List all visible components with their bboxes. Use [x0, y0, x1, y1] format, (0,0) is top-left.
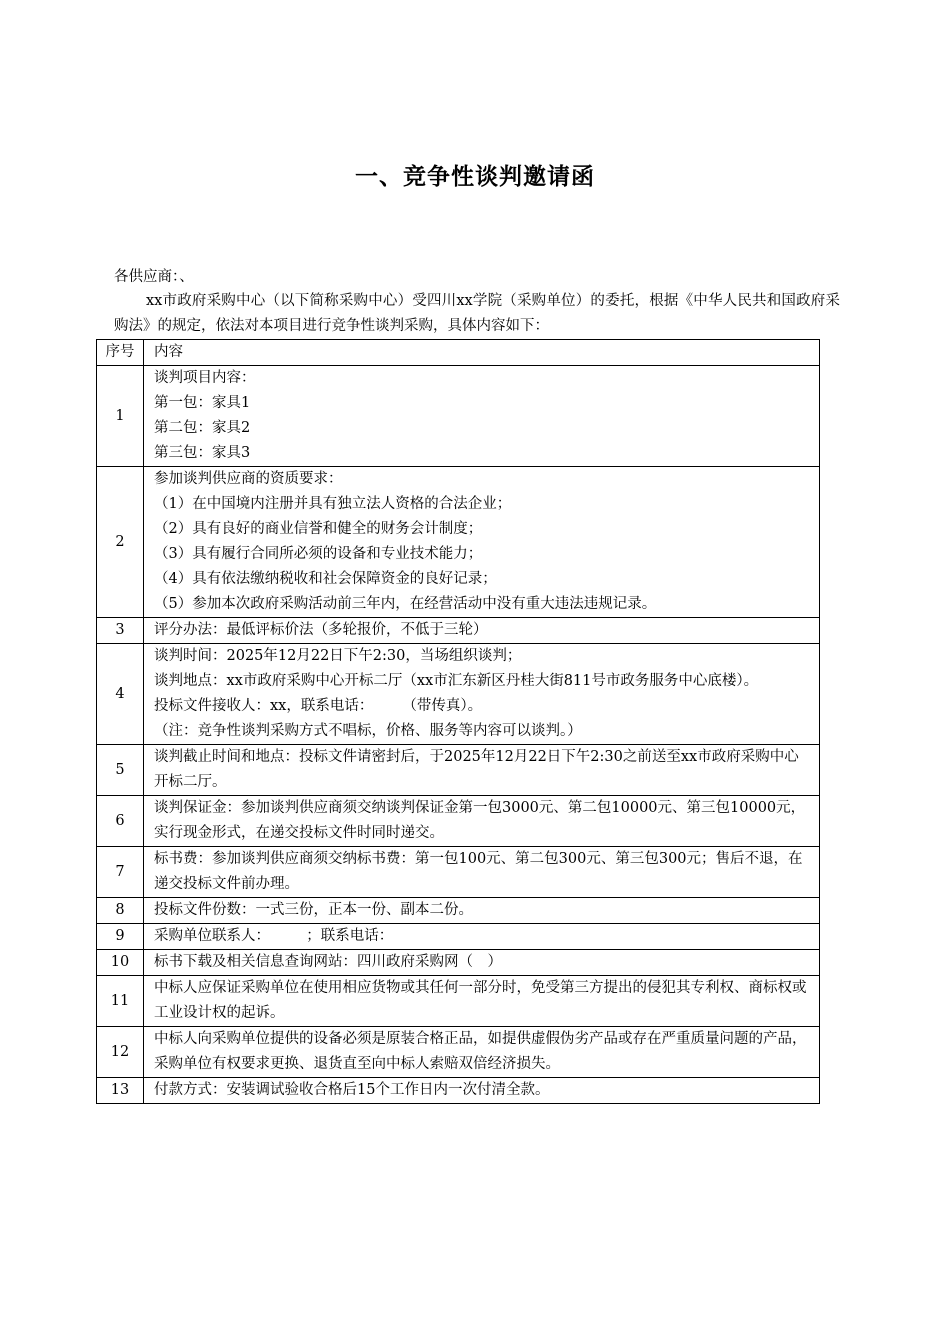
content-line: 谈判地点：xx市政府采购中心开标二厅（xx市汇东新区丹桂大街811号市政务服务中心底楼）。 — [154, 673, 759, 689]
content-line: 评分办法：最低评标价法（多轮报价，不低于三轮） — [154, 622, 488, 638]
document-title: 一、竞争性谈判邀请函 — [355, 164, 595, 190]
row-number: 8 — [97, 898, 144, 924]
row-number: 4 — [97, 644, 144, 745]
content-line: （5）参加本次政府采购活动前三年内，在经营活动中没有重大违法违规记录。 — [154, 596, 657, 612]
content-line: 投标文件份数：一式三份，正本一份、副本二份。 — [154, 902, 473, 918]
row-content — [144, 618, 820, 644]
table-row — [97, 847, 820, 898]
content-line: 参加谈判供应商的资质要求： — [154, 471, 343, 487]
row-content — [144, 924, 820, 950]
content-line: 谈判项目内容： — [154, 370, 256, 386]
row-content — [144, 1078, 820, 1104]
intro-paragraph: xx市政府采购中心（以下简称采购中心）受四川xx学院（采购单位）的委托，根据《中华人民共和国政府采购法》的规定，依法对本项目进行竞争性谈判采购，具体内容如下： — [114, 293, 840, 334]
table-row — [97, 898, 820, 924]
content-line: 第一包：家具1 — [154, 395, 251, 411]
content-line: 标书下载及相关信息查询网站：四川政府采购网（ ） — [154, 954, 502, 970]
content-line: （2）具有良好的商业信誉和健全的财务会计制度； — [154, 521, 483, 537]
table-row — [97, 1027, 820, 1078]
row-number: 9 — [97, 924, 144, 950]
content-line: 中标人向采购单位提供的设备必须是原装合格正品，如提供虚假伪劣产品或存在严重质量问题的产品，采购单位有权要求更换、退货直至向中标人索赔双倍经济损失。 — [154, 1031, 807, 1072]
header-content: 内容 — [144, 340, 820, 366]
row-content — [144, 976, 820, 1027]
row-content — [144, 745, 820, 796]
table-row — [97, 976, 820, 1027]
content-line: （1）在中国境内注册并具有独立法人资格的合法企业； — [154, 496, 512, 512]
content-line: 标书费：参加谈判供应商须交纳标书费：第一包100元、第二包300元、第三包300元；售后不退，在递交投标文件前办理。 — [154, 851, 803, 892]
row-content — [144, 898, 820, 924]
table-row — [97, 745, 820, 796]
content-line: （4）具有依法缴纳税收和社会保障资金的良好记录； — [154, 571, 497, 587]
content-line: 采购单位联系人： ；联系电话： — [154, 928, 394, 944]
row-number: 7 — [97, 847, 144, 898]
content-line: 谈判保证金：参加谈判供应商须交纳谈判保证金第一包3000元、第二包10000元、第三包10000元，实行现金形式，在递交投标文件时同时递交。 — [154, 800, 806, 841]
row-content — [144, 847, 820, 898]
table-row — [97, 1078, 820, 1104]
table-body — [97, 366, 820, 1104]
table-row — [97, 618, 820, 644]
row-number: 2 — [97, 467, 144, 618]
row-number: 1 — [97, 366, 144, 467]
row-content — [144, 1027, 820, 1078]
row-number: 12 — [97, 1027, 144, 1078]
header-number: 序号 — [97, 340, 144, 366]
row-number: 13 — [97, 1078, 144, 1104]
row-content — [144, 366, 820, 467]
row-content — [144, 467, 820, 618]
table-row — [97, 950, 820, 976]
row-content — [144, 796, 820, 847]
row-number: 5 — [97, 745, 144, 796]
invitation-table — [96, 339, 820, 1104]
table-header-row — [97, 340, 820, 366]
row-content — [144, 644, 820, 745]
table-row — [97, 467, 820, 618]
content-line: 中标人应保证采购单位在使用相应货物或其任何一部分时，免受第三方提出的侵犯其专利权、商标权或工业设计权的起诉。 — [154, 980, 807, 1021]
content-line: 谈判时间：2025年12月22日下午2:30，当场组织谈判； — [154, 648, 522, 664]
table-row — [97, 796, 820, 847]
row-number: 10 — [97, 950, 144, 976]
content-line: （3）具有履行合同所必须的设备和专业技术能力； — [154, 546, 483, 562]
content-line: 付款方式：安装调试验收合格后15个工作日内一次付清全款。 — [154, 1082, 550, 1098]
content-line: 谈判截止时间和地点：投标文件请密封后，于2025年12月22日下午2:30之前送至xx市政府采购中心开标二厅。 — [154, 749, 799, 790]
row-content — [144, 950, 820, 976]
greeting: 各供应商：、 — [114, 269, 194, 285]
row-number: 3 — [97, 618, 144, 644]
content-line: 第二包：家具2 — [154, 420, 251, 436]
table-row — [97, 644, 820, 745]
content-line: （注：竞争性谈判采购方式不唱标，价格、服务等内容可以谈判。） — [154, 723, 582, 739]
content-line: 第三包：家具3 — [154, 445, 251, 461]
content-line: 投标文件接收人：xx，联系电话： （带传真）。 — [154, 698, 483, 714]
table-row — [97, 924, 820, 950]
table-row — [97, 366, 820, 467]
row-number: 11 — [97, 976, 144, 1027]
row-number: 6 — [97, 796, 144, 847]
